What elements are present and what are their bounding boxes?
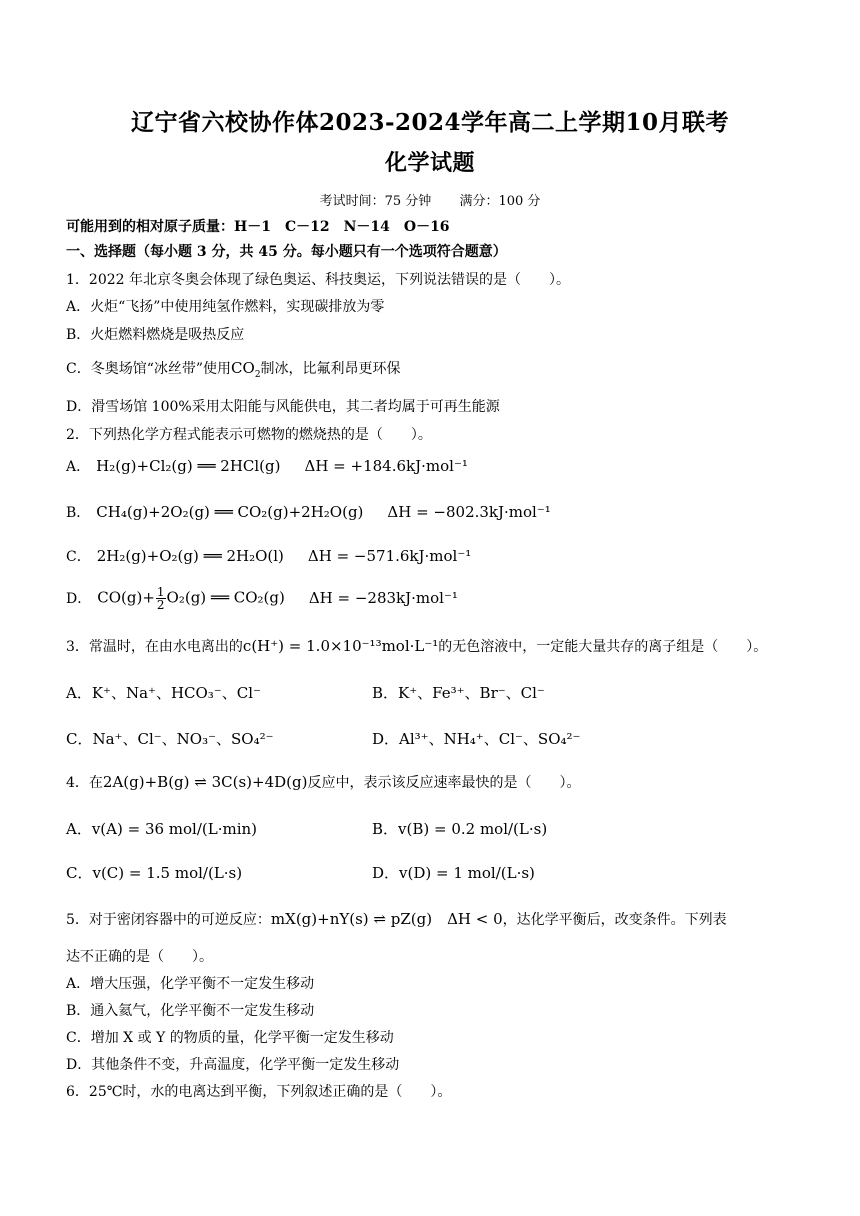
q3-stem-post: 的无色溶液中，一定能大量共存的离子组是（ ）。 xyxy=(438,639,768,655)
q2-option-a xyxy=(66,456,468,476)
q3-option-b: B．K⁺、Fe³⁺、Br⁻、Cl⁻ xyxy=(372,684,545,702)
q2-d-enthalpy: ΔH = −283kJ·mol⁻¹ xyxy=(308,588,458,607)
q2-b-equation: CH₄(g)+2O₂(g) ══ CO₂(g)+2H₂O(g) xyxy=(96,503,364,521)
q2-a-equation: H₂(g)+Cl₂(g) ══ 2HCl(g) xyxy=(96,457,281,475)
q2-a-label: A． xyxy=(66,459,91,475)
q2-option-d xyxy=(66,586,458,611)
q6-stem: 6．25℃时，水的电离达到平衡，下列叙述正确的是（ ）。 xyxy=(66,1084,452,1100)
q2-c-label: C． xyxy=(66,549,91,565)
q3-stem xyxy=(66,636,767,656)
q2-b-enthalpy: ΔH = −802.3kJ·mol⁻¹ xyxy=(387,503,551,521)
q2-stem: 2．下列热化学方程式能表示可燃物的燃烧热的是（ ）。 xyxy=(66,427,432,443)
q5-stem-post: ，达化学平衡后，改变条件。下列表 xyxy=(502,912,727,928)
q5-stem-math: mX(g)+nY(s) ⇌ pZ(g) ΔH < 0 xyxy=(270,910,503,928)
q4-stem-math: 2A(g)+B(g) ⇌ 3C(s)+4D(g) xyxy=(102,773,308,791)
q4-stem-post: 反应中，表示该反应速率最快的是（ ）。 xyxy=(307,775,581,791)
q2-b-label: B． xyxy=(66,505,91,521)
q2-d-numerator: 1 xyxy=(156,585,165,599)
q1-c-formula: CO xyxy=(231,359,255,377)
q2-option-b xyxy=(66,502,551,522)
exam-info xyxy=(0,190,860,209)
q1-stem: 1．2022 年北京冬奥会体现了绿色奥运、科技奥运，下列说法错误的是（ ）。 xyxy=(66,272,570,288)
q2-d-eq-pre: CO(g)+ xyxy=(97,588,155,607)
q1-option-a: A．火炬“飞扬”中使用纯氢作燃料，实现碳排放为零 xyxy=(66,299,385,315)
q5-option-a: A．增大压强，化学平衡不一定发生移动 xyxy=(66,976,315,992)
q2-option-c xyxy=(66,546,471,566)
q3-option-a: A．K⁺、Na⁺、HCO₃⁻、Cl⁻ xyxy=(66,684,261,702)
q1-c-post: 制冰，比氟利昂更环保 xyxy=(260,361,401,377)
q2-d-fraction xyxy=(156,586,166,611)
q1-c-pre: C．冬奥场馆“冰丝带”使用 xyxy=(66,361,232,377)
q5-option-b: B．通入氦气，化学平衡不一定发生移动 xyxy=(66,1003,315,1019)
exam-title: 辽宁省六校协作体2023-2024学年高二上学期10月联考 xyxy=(130,109,730,136)
q2-d-label: D． xyxy=(66,590,92,607)
q3-stem-math: c(H⁺) = 1.0×10⁻¹³mol·L⁻¹ xyxy=(242,637,439,655)
q5-option-d: D．其他条件不变，升高温度，化学平衡一定发生移动 xyxy=(66,1057,400,1073)
q3-option-d: D．Al³⁺、NH₄⁺、Cl⁻、SO₄²⁻ xyxy=(372,730,581,748)
q2-c-enthalpy: ΔH = −571.6kJ·mol⁻¹ xyxy=(307,547,472,565)
atomic-masses: 可能用到的相对原子质量：H－1 C－12 N－14 O－16 xyxy=(66,219,450,235)
q1-c-sub: 2 xyxy=(254,369,261,380)
q4-option-a: A．v(A) = 36 mol/(L·min) xyxy=(66,820,258,838)
q3-stem-pre: 3．常温时，在由水电离出的 xyxy=(66,639,243,655)
q4-option-b: B．v(B) = 0.2 mol/(L·s) xyxy=(372,820,548,838)
q2-a-enthalpy: ΔH = +184.6kJ·mol⁻¹ xyxy=(304,457,468,475)
q4-option-d: D．v(D) = 1 mol/(L·s) xyxy=(372,864,535,882)
exam-subtitle: 化学试题 xyxy=(384,150,475,176)
q1-option-c xyxy=(66,358,401,380)
q4-option-c: C．v(C) = 1.5 mol/(L·s) xyxy=(66,864,243,882)
q1-option-d: D．滑雪场馆 100%采用太阳能与风能供电，其二者均属于可再生能源 xyxy=(66,399,500,415)
q4-stem xyxy=(66,772,580,792)
q1-option-b: B．火炬燃料燃烧是吸热反应 xyxy=(66,327,245,343)
q4-stem-pre: 4．在 xyxy=(66,775,103,791)
q3-option-c: C．Na⁺、Cl⁻、NO₃⁻、SO₄²⁻ xyxy=(66,730,274,748)
full-score: 满分：100 分 xyxy=(459,194,541,209)
q5-stem xyxy=(66,908,727,929)
q5-stem-line2: 达不正确的是（ ）。 xyxy=(66,949,213,965)
q2-d-eq-post: O₂(g) ══ CO₂(g) xyxy=(166,588,285,607)
exam-time: 考试时间：75 分钟 xyxy=(319,194,432,209)
q2-d-denominator: 2 xyxy=(156,598,165,612)
q5-stem-pre: 5．对于密闭容器中的可逆反应： xyxy=(66,912,271,928)
q2-c-equation: 2H₂(g)+O₂(g) ══ 2H₂O(l) xyxy=(96,547,284,565)
q5-option-c: C．增加 X 或 Y 的物质的量，化学平衡一定发生移动 xyxy=(66,1030,394,1046)
section-heading: 一、选择题（每小题 3 分，共 45 分。每小题只有一个选项符合题意） xyxy=(66,244,507,260)
